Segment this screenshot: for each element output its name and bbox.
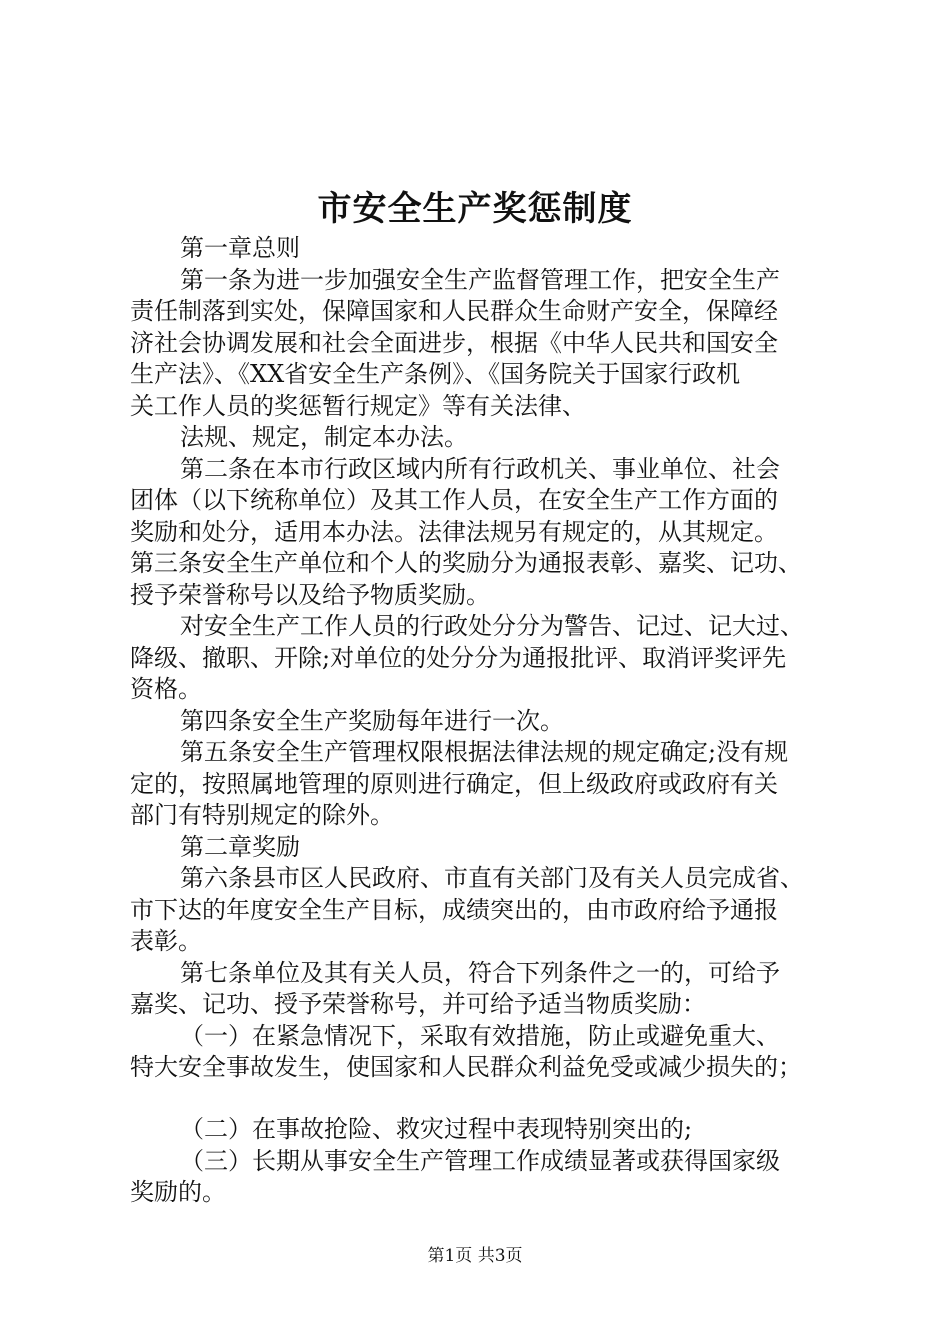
text-line: 对安全生产工作人员的行政处分分为警告、记过、记大过、 — [180, 612, 804, 640]
chapter-heading: 第一章总则 — [180, 234, 300, 262]
text-line: 表彰。 — [130, 927, 202, 955]
text-line: 关工作人员的奖惩暂行规定》等有关法律、 — [130, 392, 586, 420]
text-line: （二）在事故抢险、救灾过程中表现特别突出的; — [180, 1115, 693, 1143]
text-line: 第七条单位及其有关人员，符合下列条件之一的，可给予 — [180, 959, 780, 987]
text-line: 部门有特别规定的除外。 — [130, 801, 394, 829]
text-line: 特大安全事故发生，使国家和人民群众利益免受或减少损失的； — [130, 1053, 802, 1081]
text-line: 市下达的年度安全生产目标，成绩突出的，由市政府给予通报 — [130, 896, 778, 924]
text-line: 责任制落到实处，保障国家和人民群众生命财产安全，保障经 — [130, 297, 778, 325]
page-number: 第1页 共3页 — [427, 1246, 523, 1266]
text-line: 第六条县市区人民政府、市直有关部门及有关人员完成省、 — [180, 864, 804, 892]
text-line: （一）在紧急情况下，采取有效措施，防止或避免重大、 — [180, 1022, 780, 1050]
text-line: 第五条安全生产管理权限根据法律法规的规定确定;没有规 — [180, 738, 789, 766]
text-line: 第四条安全生产奖励每年进行一次。 — [180, 707, 564, 735]
text-line: 奖励的。 — [130, 1178, 226, 1206]
chapter-heading: 第二章奖励 — [180, 833, 300, 861]
text-line: 定的，按照属地管理的原则进行确定，但上级政府或政府有关 — [130, 770, 778, 798]
text-line: 济社会协调发展和社会全面进步，根据《中华人民共和国安全 — [130, 329, 778, 357]
text-line: 生产法》、《XX省安全生产条例》、《国务院关于国家行政机 — [130, 360, 741, 388]
document-title: 市安全生产奖惩制度 — [317, 189, 633, 229]
text-line: 第三条安全生产单位和个人的奖励分为通报表彰、嘉奖、记功、 — [130, 549, 802, 577]
text-line: 降级、撤职、开除;对单位的处分分为通报批评、取消评奖评先 — [130, 644, 787, 672]
text-line: 授予荣誉称号以及给予物质奖励。 — [130, 581, 490, 609]
text-line: 法规、规定，制定本办法。 — [180, 423, 468, 451]
text-line: 第二条在本市行政区域内所有行政机关、事业单位、社会 — [180, 455, 780, 483]
text-line: 奖励和处分，适用本办法。法律法规另有规定的，从其规定。 — [130, 518, 778, 546]
text-line: 嘉奖、记功、授予荣誉称号，并可给予适当物质奖励： — [130, 990, 706, 1018]
text-line: （三）长期从事安全生产管理工作成绩显著或获得国家级 — [180, 1147, 780, 1175]
text-line: 资格。 — [130, 675, 202, 703]
text-line: 团体（以下统称单位）及其工作人员，在安全生产工作方面的 — [130, 486, 778, 514]
text-line: 第一条为进一步加强安全生产监督管理工作，把安全生产 — [180, 266, 780, 294]
